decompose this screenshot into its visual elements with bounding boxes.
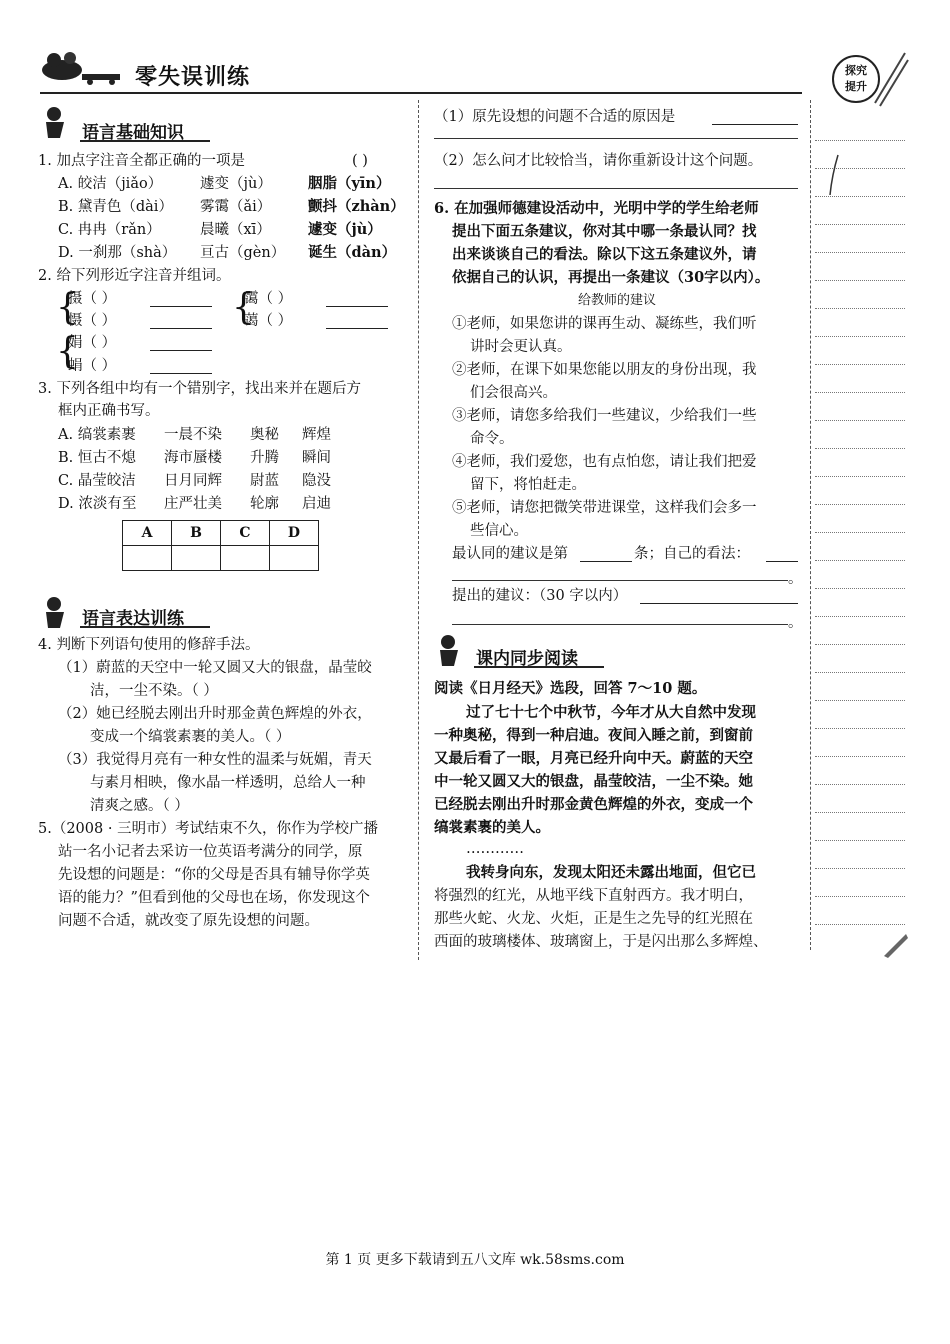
section-underline (474, 666, 604, 668)
q3-stem-2: 框内正确书写。 (58, 403, 160, 419)
section-reading: 课内同步阅读 (476, 649, 578, 669)
q4-item3-line1: （3）我觉得月亮有一种女性的温柔与妩媚，青天 (58, 752, 372, 768)
q1-option-c-3: 遽变（jù） (308, 221, 382, 238)
page-footer: 第 1 页 更多下载请到五八文库 wk.58sms.com (325, 1252, 625, 1268)
q6-suggestion-2a: ②老师，在课下如果您能以朋友的身份出现，我 (452, 362, 757, 378)
q3-b-2: 海市蜃楼 (164, 450, 222, 466)
note-line (815, 700, 905, 701)
badge-line-1: 探究 (845, 64, 867, 77)
badge-line-2: 提升 (845, 80, 867, 93)
note-line (815, 364, 905, 365)
section-figure-icon (38, 104, 74, 144)
q6-suggestion-2b: 们会很高兴。 (470, 385, 557, 401)
q1-option-c-1: C. 冉冉（rǎn） (58, 222, 161, 238)
note-line (815, 336, 905, 337)
reading-p2-line4: 西面的玻璃楼体、玻璃窗上，于是闪出那么多辉煌、 (434, 934, 768, 950)
q3-table-header: D (270, 521, 319, 546)
q4-item1-line1: （1）蔚蓝的天空中一轮又圆又大的银盘，晶莹皎 (58, 660, 372, 676)
q2-blank[interactable] (150, 314, 212, 329)
q2-pair3-a: 娟（ ） (68, 335, 117, 351)
q5-sub1-answer-line[interactable] (712, 110, 798, 125)
q3-c-3: 尉蓝 (250, 473, 279, 489)
q6-line2: 提出下面五条建议，你对其中哪一条最认同？找 (452, 223, 757, 240)
q3-c-1: C. 晶莹皎洁 (58, 473, 136, 489)
q6-fill2-period: 。 (788, 615, 803, 631)
q5-line4: 语的能力？”但看到他的父母也在场，你发现这个 (58, 890, 370, 906)
q4-stem: 4. 判断下列语句使用的修辞手法。 (38, 637, 260, 653)
column-divider (418, 100, 419, 960)
note-line (815, 728, 905, 729)
q4-item2-line2: 变成一个缟裳素裹的美人。（ ） (90, 729, 291, 745)
note-line (815, 476, 905, 477)
header-logo-icon (40, 48, 122, 86)
note-line (815, 140, 905, 141)
q3-answer-cell[interactable] (123, 546, 172, 571)
q3-answer-cell[interactable] (270, 546, 319, 571)
note-line (815, 504, 905, 505)
q6-fill1-label-b: 条；自己的看法： (634, 546, 750, 562)
q5-line2: 站一名小记者去采访一位英语考满分的同学，原 (58, 844, 363, 860)
reading-p2-line3: 那些火蛇、火龙、火炬，正是生之先导的红光照在 (434, 911, 753, 927)
q6-suggestion-5a: ⑤老师，请您把微笑带进课堂，这样我们会多一 (452, 500, 757, 516)
q2-pair2-a: 霭（ ） (244, 291, 293, 307)
q6-line1: 6. 在加强师德建设活动中，光明中学的学生给老师 (434, 200, 759, 217)
q3-stem-1: 3. 下列各组中均有一个错别字，找出来并在题后方 (38, 381, 361, 397)
section-basic-knowledge: 语言基础知识 (82, 123, 184, 143)
q6-line3: 出来谈谈自己的看法。除以下这五条建议外，请 (452, 246, 757, 263)
q3-d-4: 启迪 (302, 496, 331, 512)
note-line (815, 784, 905, 785)
q6-fill1-number-blank[interactable] (580, 547, 632, 562)
q6-letter-title: 给教师的建议 (578, 293, 657, 308)
note-line (815, 560, 905, 561)
q6-suggestion-3a: ③老师，请您多给我们一些建议，少给我们一些 (452, 408, 757, 424)
q2-brace: { (56, 287, 79, 328)
q2-blank[interactable] (326, 292, 388, 307)
q2-stem: 2. 给下列形近字注音并组词。 (38, 268, 231, 284)
note-line (815, 252, 905, 253)
q1-answer-paren: ( ) (352, 153, 368, 169)
q6-line4: 依据自己的认识，再提出一条建议（30字以内）。 (452, 269, 770, 286)
q3-b-4: 瞬间 (302, 450, 331, 466)
q2-pair1-a: 摄（ ） (68, 291, 117, 307)
q1-option-d-2: 亘古（gèn） (200, 245, 286, 261)
q6-fill1-period: 。 (788, 571, 803, 587)
note-line (815, 532, 905, 533)
q3-a-3: 奥秘 (250, 427, 279, 443)
reading-p2-line1: 我转身向东，发现太阳还未露出地面，但它已 (466, 864, 756, 881)
section-figure-icon (432, 632, 468, 672)
q1-option-d-3: 诞生（dàn） (308, 244, 397, 261)
q3-a-1: A. 缟裳素裹 (58, 427, 136, 443)
q6-fill1-line-2 (452, 580, 788, 581)
note-line (815, 840, 905, 841)
pencil-icon (880, 930, 910, 964)
section-figure-icon (38, 594, 74, 634)
header-rule (40, 92, 802, 94)
q3-d-1: D. 浓淡有至 (58, 496, 137, 512)
q6-suggestion-4a: ④老师，我们爱您，也有点怕您，请让我们把爱 (452, 454, 757, 470)
q2-blank[interactable] (150, 336, 212, 351)
q3-table-header: B (172, 521, 221, 546)
q2-pair3-b: 蜎（ ） (68, 358, 117, 374)
q3-table-header: C (221, 521, 270, 546)
reading-p1-line6: 缟裳素裹的美人。 (434, 819, 550, 836)
q5-sub1: （1）原先设想的问题不合适的原因是 (434, 109, 676, 125)
note-column-border (810, 100, 811, 950)
q1-option-a-3: 胭脂（yīn） (308, 175, 391, 192)
q3-b-3: 升腾 (250, 450, 279, 466)
reading-p1-line2: 一种奥秘，得到一种启迪。夜间入睡之前，到窗前 (434, 727, 753, 744)
page-title: 零失误训练 (135, 65, 251, 90)
handwritten-mark (820, 150, 850, 204)
note-line (815, 588, 905, 589)
note-line (815, 644, 905, 645)
q6-suggestion-1b: 讲时会更认真。 (470, 339, 572, 355)
reading-p1-line4: 中一轮又圆又大的银盘，晶莹皎洁，一尘不染。她 (434, 773, 753, 790)
q2-blank[interactable] (150, 292, 212, 307)
q1-option-b-1: B. 黛青色（dài） (58, 199, 173, 215)
q3-c-2: 日月同辉 (164, 473, 222, 489)
note-line (815, 308, 905, 309)
section-underline (80, 626, 210, 628)
q1-option-d-1: D. 一刹那（shà） (58, 245, 177, 261)
q2-blank[interactable] (150, 359, 212, 374)
q2-brace: { (232, 287, 255, 328)
q5-sub2-answer-line (434, 188, 798, 189)
note-line (815, 392, 905, 393)
q2-pair2-b: 蔼（ ） (244, 313, 293, 329)
note-line (815, 280, 905, 281)
note-line (815, 812, 905, 813)
q4-item1-line2: 洁，一尘不染。（ ） (90, 683, 218, 699)
section-underline (80, 140, 210, 142)
note-line (815, 896, 905, 897)
q2-brace: { (56, 331, 79, 372)
q1-option-b-2: 雾霭（ǎi） (200, 199, 272, 215)
note-line (815, 448, 905, 449)
q3-a-4: 辉煌 (302, 427, 331, 443)
q3-d-3: 轮廓 (250, 496, 279, 512)
reading-ellipsis: ………… (466, 841, 524, 857)
section-expression: 语言表达训练 (82, 609, 184, 629)
q5-line3: 先设想的问题是：“你的父母是否具有辅导你学英 (58, 867, 370, 883)
q5-line1: 5.（2008 · 三明市）考试结束不久，你作为学校广播 (38, 821, 379, 837)
q6-fill1-label-a: 最认同的建议是第 (452, 546, 568, 562)
q4-item3-line2: 与素月相映，像水晶一样透明，总给人一种 (90, 775, 366, 791)
q6-fill2-line-2 (452, 624, 788, 625)
q2-pair1-b: 慑（ ） (68, 313, 117, 329)
pen-icon (870, 48, 910, 112)
reading-intro: 阅读《日月经天》选段，回答 7～10 题。 (434, 680, 707, 697)
note-line (815, 672, 905, 673)
q3-table-header: A (123, 521, 172, 546)
q3-answer-table (122, 520, 319, 571)
q3-b-1: B. 恒古不熄 (58, 450, 136, 466)
q1-stem: 1. 加点字注音全都正确的一项是 (38, 153, 245, 169)
q3-a-2: 一晨不染 (164, 427, 222, 443)
q3-answer-cell[interactable] (221, 546, 270, 571)
q6-suggestion-4b: 留下，将怕赶走。 (470, 477, 586, 493)
q1-option-c-2: 晨曦（xī） (200, 222, 271, 238)
q1-option-b-3: 颤抖（zhàn） (308, 198, 405, 215)
reading-p1-line1: 过了七十七个中秋节，今年才从大自然中发现 (466, 704, 756, 721)
q1-option-a-1: A. 皎洁（jiǎo） (58, 176, 163, 192)
q6-suggestion-1a: ①老师，如果您讲的课再生动、凝练些，我们听 (452, 316, 757, 332)
q3-answer-cell[interactable] (172, 546, 221, 571)
reading-p2-line2: 将强烈的红光，从地平线下直射西方。我才明白， (434, 888, 753, 904)
note-line (815, 616, 905, 617)
q2-blank[interactable] (326, 314, 388, 329)
q5-line5: 问题不合适，就改变了原先设想的问题。 (58, 913, 319, 929)
q3-d-2: 庄严壮美 (164, 496, 222, 512)
note-line (815, 868, 905, 869)
q4-item2-line1: （2）她已经脱去刚出升时那金黄色辉煌的外衣， (58, 706, 372, 722)
reading-p1-line5: 已经脱去刚出升时那金黄色辉煌的外衣，变成一个 (434, 796, 753, 813)
q6-fill2-label: 提出的建议：（30 字以内） (452, 588, 628, 604)
q5-sub1-answer-line-2 (434, 138, 798, 139)
q3-c-4: 隐没 (302, 473, 331, 489)
note-line (815, 924, 905, 925)
q6-fill2-blank[interactable] (640, 589, 798, 604)
note-line (815, 224, 905, 225)
q5-sub2: （2）怎么问才比较恰当，请你重新设计这个问题。 (434, 153, 763, 169)
q4-item3-line3: 清爽之感。（ ） (90, 798, 189, 814)
q6-suggestion-5b: 些信心。 (470, 523, 528, 539)
note-line (815, 420, 905, 421)
q1-option-a-2: 遽变（jù） (200, 176, 272, 192)
note-line (815, 756, 905, 757)
q6-suggestion-3b: 命令。 (470, 431, 514, 447)
q6-fill1-opinion-blank[interactable] (766, 547, 798, 562)
reading-p1-line3: 又最后看了一眼，月亮已经升向中天。蔚蓝的天空 (434, 750, 753, 767)
